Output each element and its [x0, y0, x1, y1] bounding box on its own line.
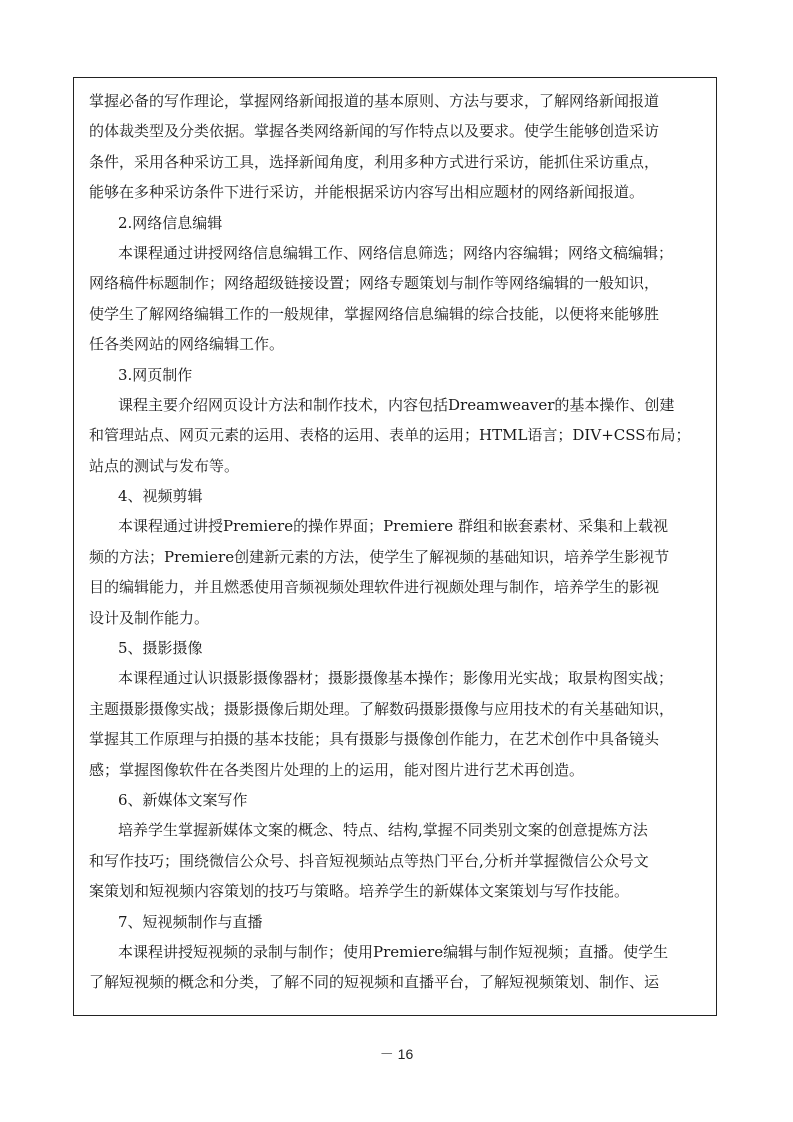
- paragraph-line: 任各类网站的网络编辑工作。: [89, 335, 285, 354]
- paragraph-line: 的体裁类型及分类依据。掌握各类网络新闻的写作特点以及要求。使学生能够创造采访: [89, 122, 660, 141]
- section-heading: 7、短视频制作与直播: [118, 912, 263, 931]
- paragraph-line: 本课程通过认识摄影摄像器材；摄影摄像基本操作；影像用光实战；取景构图实战；: [118, 669, 674, 688]
- document-body: [89, 86, 701, 998]
- paragraph-line: 目的编辑能力，并且燃悉使用音频视频处理软件进行视颇处理与制作，培养学生的影视: [89, 578, 660, 597]
- paragraph-line: 感；掌握图像软件在各类图片处理的上的运用，能对图片进行艺术再创造。: [89, 760, 585, 779]
- section-heading: 2.网络信息编辑: [118, 213, 223, 232]
- paragraph-line: 设计及制作能力。: [89, 608, 210, 627]
- paragraph-line: 使学生了解网络编辑工作的一般规律，掌握网络信息编辑的综合技能，以便将来能够胜: [89, 304, 660, 323]
- section-heading: 4、视频剪辑: [118, 487, 203, 506]
- paragraph-line: 条件，采用各种采访工具，选择新闻角度，利用多种方式进行采访，能抓住采访重点，: [89, 152, 660, 171]
- paragraph-line: 掌握必备的写作理论，掌握网络新闻报道的基本原则、方法与要求，了解网络新闻报道: [89, 92, 660, 110]
- paragraph-line: 网络稿件标题制作；网络超级链接设置；网络专题策划与制作等网络编辑的一般知识，: [89, 274, 660, 293]
- paragraph-line: 主题摄影摄像实战；摄影摄像后期处理。了解数码摄影摄像与应用技术的有关基础知识，: [89, 699, 675, 718]
- paragraph-line: 了解短视频的概念和分类，了解不同的短视频和直播平台，了解短视频策划、制作、运: [89, 973, 660, 992]
- paragraph-line: 能够在多种采访条件下进行采访，并能根据采访内容写出相应题材的网络新闻报道。: [89, 183, 645, 202]
- paragraph-line: 课程主要介绍网页设计方法和制作技术，内容包括Dreamweaver的基本操作、创建: [118, 395, 675, 414]
- section-heading: 5、摄影摄像: [118, 639, 203, 658]
- section-heading: 6、新媒体文案写作: [118, 790, 248, 809]
- paragraph-line: 本课程通过讲授网络信息编辑工作、网络信息筛选；网络内容编辑；网络文稿编辑；: [118, 243, 674, 262]
- paragraph-line: 培养学生掌握新媒体文案的概念、特点、结构,掌握不同类别文案的创意提炼方法: [118, 821, 648, 840]
- paragraph-line: 案策划和短视频内容策划的技巧与策略。培养学生的新媒体文案策划与写作技能。: [89, 882, 630, 901]
- section-heading: 3.网页制作: [118, 365, 193, 384]
- paragraph-line: 和管理站点、网页元素的运用、表格的运用、表单的运用；HTML语言；DIV+CSS布局；: [89, 426, 691, 445]
- paragraph-line: 本课程讲授短视频的录制与制作；使用Premiere编辑与制作短视频；直播。使学生: [118, 942, 669, 961]
- paragraph-line: 掌握其工作原理与拍摄的基本技能；具有摄影与摄像创作能力，在艺术创作中具备镜头: [89, 730, 660, 749]
- paragraph-line: 频的方法；Premiere创建新元素的方法，使学生了解视频的基础知识，培养学生影视节: [89, 547, 670, 566]
- paragraph-line: 和写作技巧；围绕微信公众号、抖音短视频站点等热门平台,分析并掌握微信公众号文: [89, 851, 649, 870]
- paragraph-line: 本课程通过讲授Premiere的操作界面；Premiere 群组和嵌套素材、采集和上载视: [118, 517, 668, 536]
- paragraph-line: 站点的测试与发布等。: [89, 456, 240, 475]
- page-number: － 16: [379, 1046, 414, 1062]
